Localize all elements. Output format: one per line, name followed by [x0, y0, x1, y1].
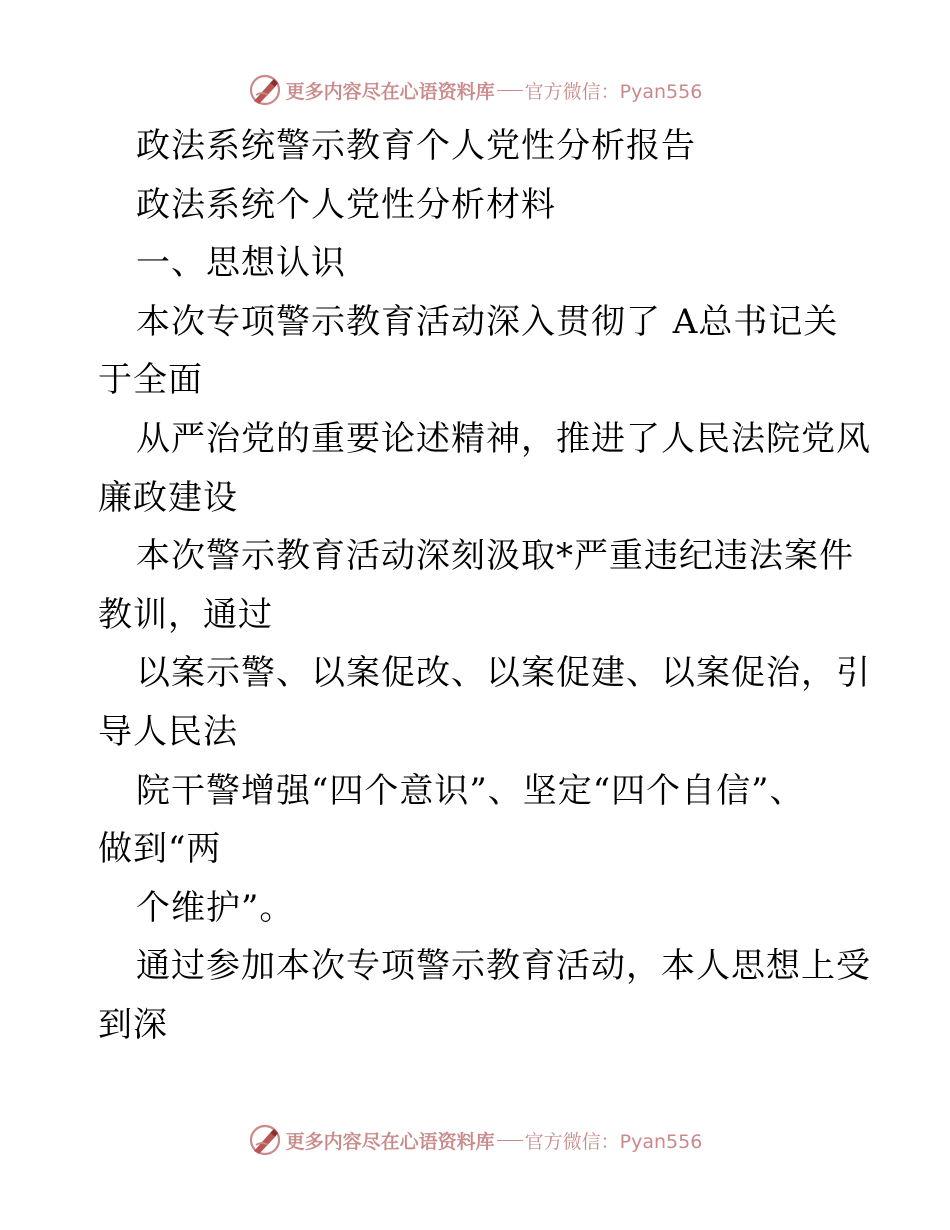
pen-logo-icon: [248, 73, 282, 107]
paragraph-line: 教训，通过: [98, 595, 273, 635]
paragraph-line: 廉政建设: [98, 478, 238, 518]
doc-subtitle: 政法系统个人党性分析材料: [136, 185, 556, 225]
watermark-separator: [497, 90, 523, 91]
watermark-brand: 更多内容尽在心语资料库: [285, 80, 495, 103]
section-heading: 一、思想认识: [136, 243, 346, 283]
paragraph-line: 本次专项警示教育活动深入贯彻了 A总书记关: [136, 302, 839, 342]
header-watermark: [0, 68, 950, 112]
paragraph-line: 从严治党的重要论述精神，推进了人民法院党风: [136, 419, 871, 459]
paragraph-line: 院干警增强“四个意识”、坚定“四个自信”、: [136, 771, 805, 811]
paragraph-line: 做到“两: [98, 829, 222, 869]
paragraph-line: 到深: [98, 1005, 168, 1045]
paragraph-line: 本次警示教育活动深刻汲取*严重违纪违法案件: [136, 536, 854, 576]
paragraph-line: 以案示警、以案促改、以案促建、以案促治，引: [136, 653, 871, 693]
footer-watermark: [0, 1118, 950, 1162]
paragraph-line: 通过参加本次专项警示教育活动，本人思想上受: [136, 946, 871, 986]
watermark-separator: [497, 1140, 523, 1141]
watermark-brand: 更多内容尽在心语资料库: [285, 1130, 495, 1153]
paragraph-line: 个维护”。: [136, 888, 295, 928]
pen-logo-icon: [248, 1123, 282, 1157]
paragraph-line: 于全面: [98, 360, 203, 400]
doc-title: 政法系统警示教育个人党性分析报告: [136, 126, 696, 166]
watermark-wechat: 官方微信：Pyan556: [524, 80, 703, 103]
paragraph-line: 导人民法: [98, 712, 238, 752]
watermark-wechat: 官方微信：Pyan556: [524, 1130, 703, 1153]
